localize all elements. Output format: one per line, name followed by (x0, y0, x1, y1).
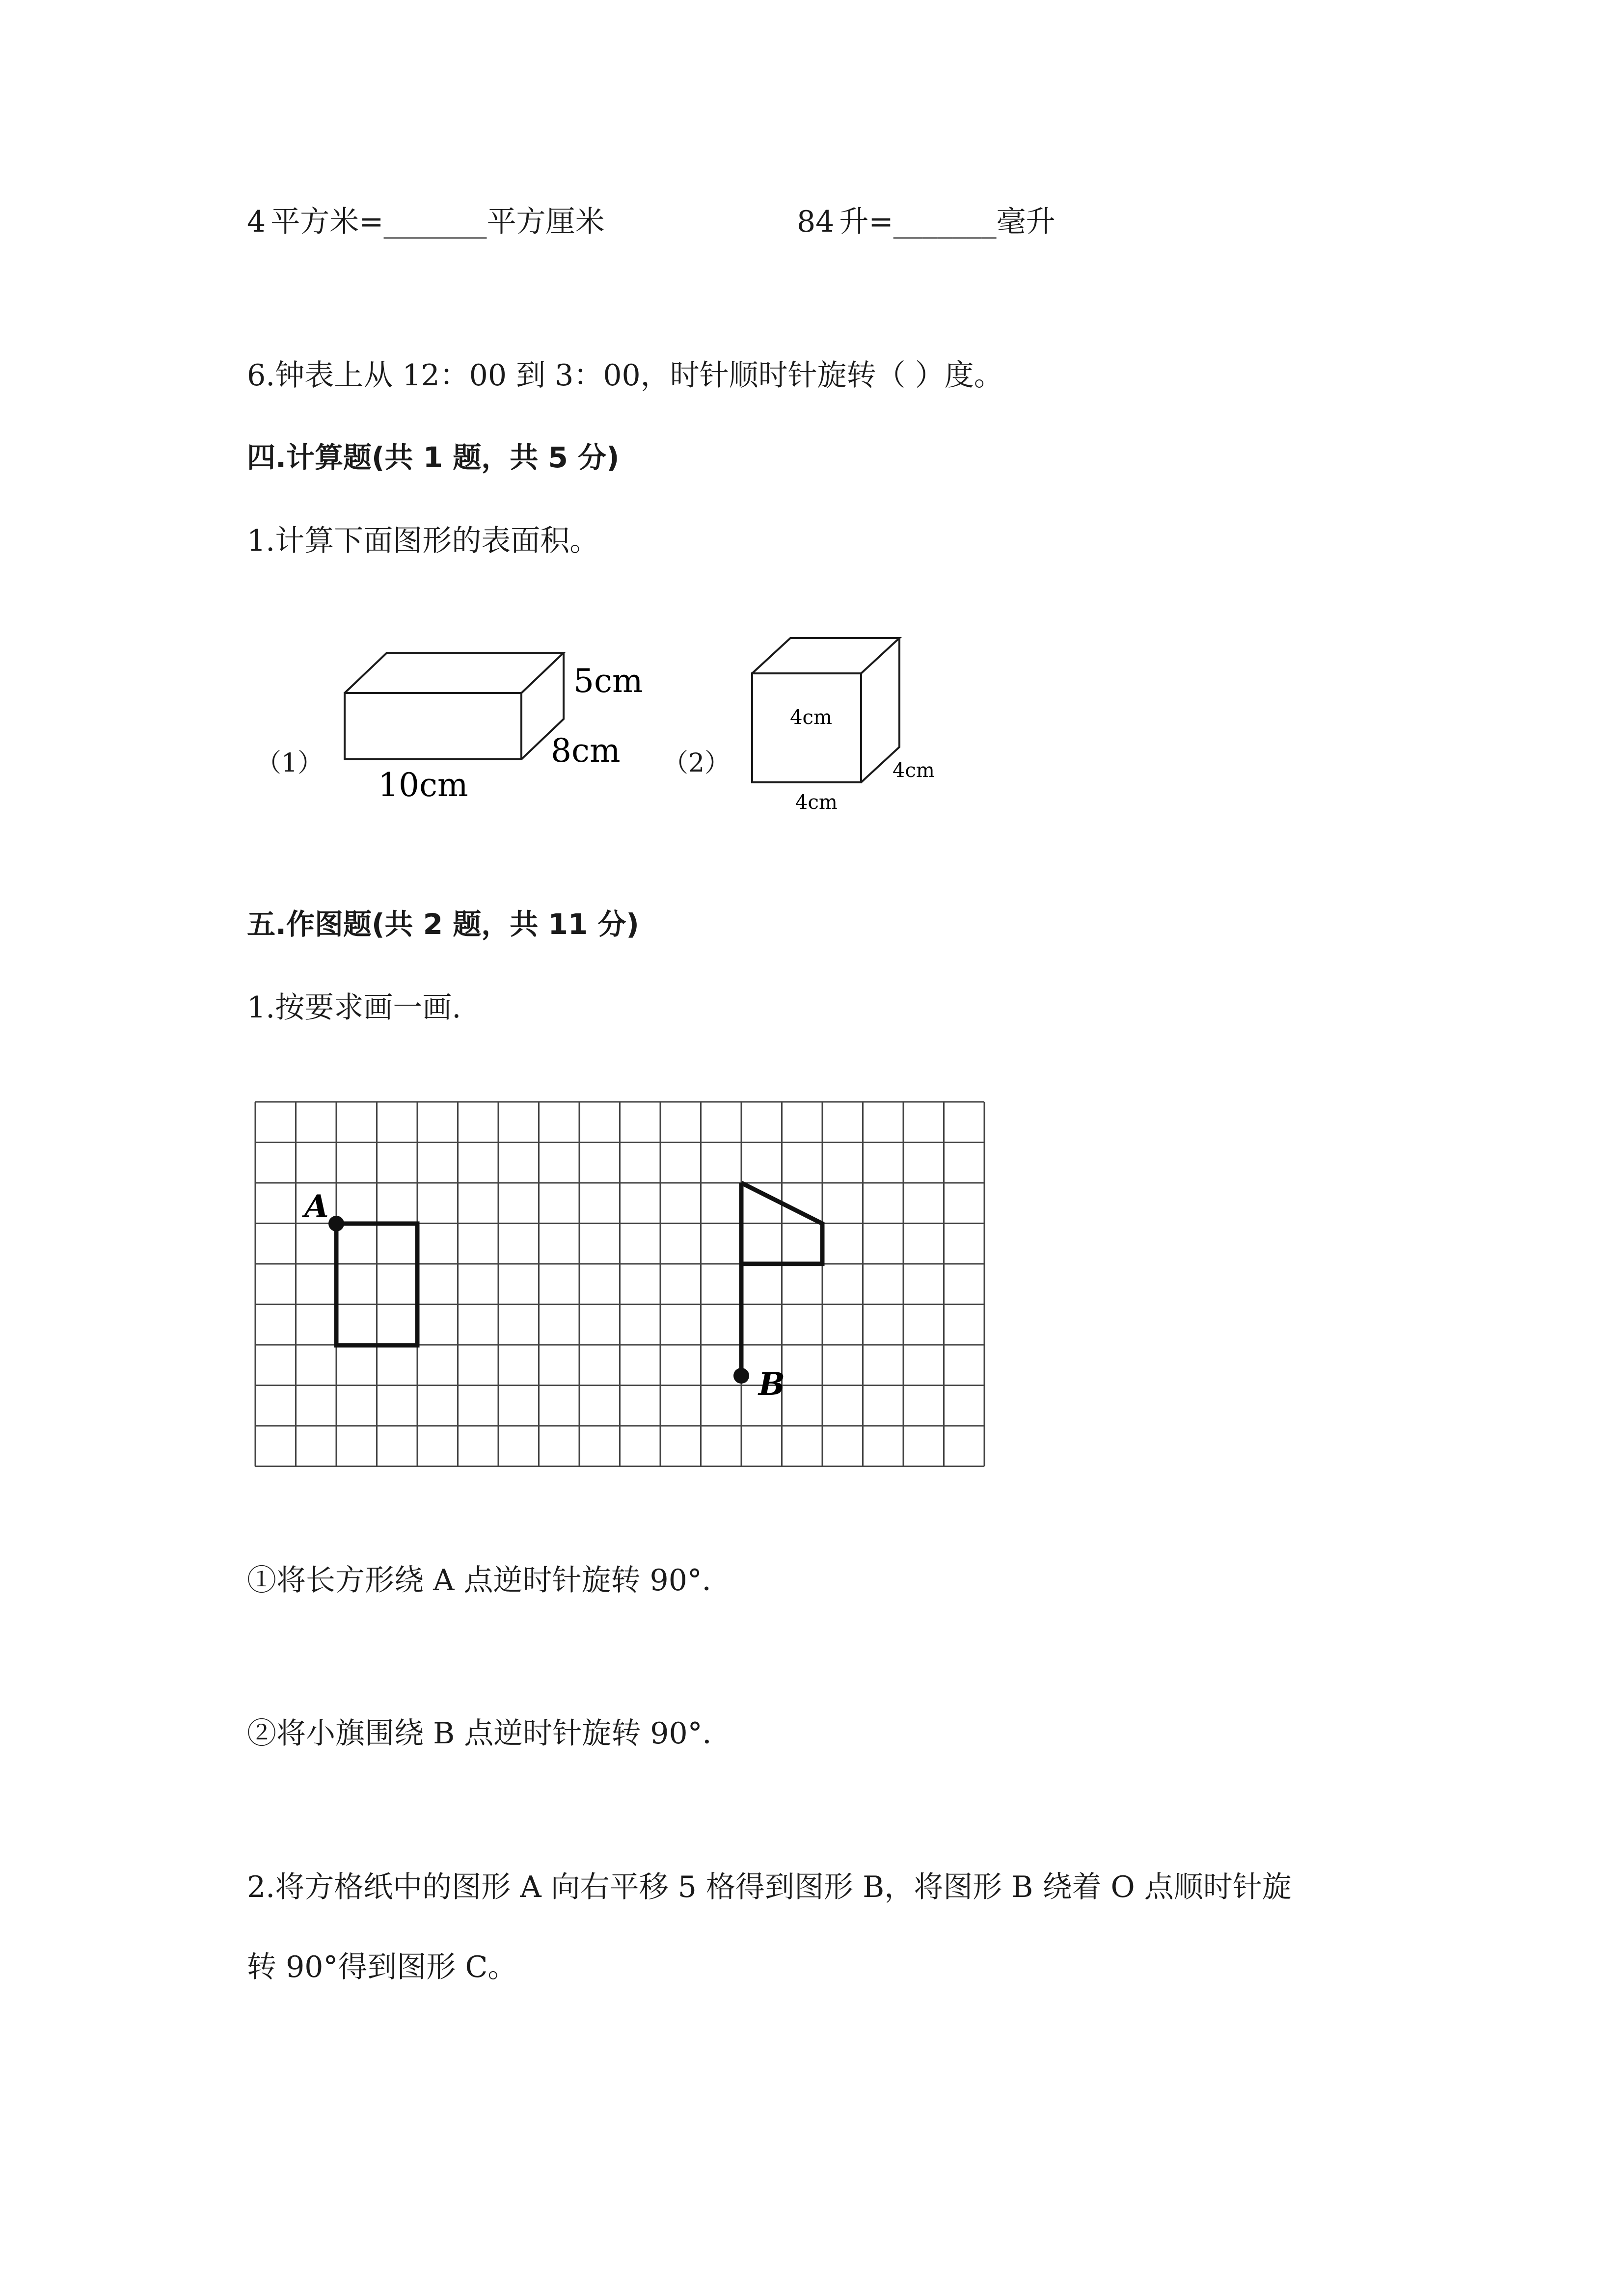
section-5-question-2-line-2: 转 90°得到图形 C。 (247, 1950, 517, 1984)
section-5-title: 五.作图题(共 2 题，共 11 分) (247, 908, 639, 941)
point-a-dot (328, 1216, 344, 1231)
area-blank[interactable]: _______ (383, 205, 487, 239)
cube-height-label: 4cm (790, 706, 832, 729)
conversion-volume (797, 202, 1056, 241)
point-b-dot (733, 1368, 749, 1384)
section-4-question-1: 1.计算下面图形的表面积。 (247, 524, 599, 558)
cuboid-top-face (345, 653, 564, 693)
section-4-title: 四.计算题(共 1 题，共 5 分) (247, 441, 620, 474)
figure-1-label: （1） (256, 748, 324, 778)
cube-length-label: 4cm (795, 791, 838, 814)
grid-paper (245, 1095, 997, 1487)
cube-figure (736, 628, 962, 825)
section-5-question-2-line-1: 2.将方格纸中的图形 A 向右平移 5 格得到图形 B，将图形 B 绕着 O 点顺时针旋 (247, 1870, 1292, 1904)
conversion-area (247, 202, 604, 241)
section-5-subquestion-2: ②将小旗围绕 B 点逆时针旋转 90°． (247, 1716, 732, 1751)
volume-value: 84 (797, 205, 835, 239)
area-unit-to: 平方厘米 (487, 205, 605, 239)
figure-2-label: （2） (663, 748, 731, 778)
cuboid-width-label: 8cm (551, 732, 621, 770)
cuboid-length-label: 10cm (378, 766, 468, 804)
cube-depth-label: 4cm (893, 759, 935, 782)
cuboid-figure (334, 638, 668, 825)
section-5-subquestion-1: ①将长方形绕 A 点逆时针旋转 90°． (247, 1563, 731, 1598)
point-b-label: B (758, 1366, 785, 1403)
cuboid-front-face (345, 693, 521, 759)
section-5-question-1: 1.按要求画一画. (247, 990, 461, 1025)
area-unit-from: 平方米= (271, 205, 384, 239)
volume-unit-from: 升= (839, 205, 893, 239)
area-value: 4 (247, 205, 266, 239)
cuboid-height-label: 5cm (573, 662, 643, 700)
question-6: 6.钟表上从 12：00 到 3：00，时针顺时针旋转（ ）度。 (247, 358, 1003, 393)
volume-unit-to: 毫升 (996, 205, 1056, 239)
cube-top-face (752, 638, 899, 673)
point-a-label: A (304, 1188, 329, 1225)
volume-blank[interactable]: _______ (893, 205, 997, 239)
